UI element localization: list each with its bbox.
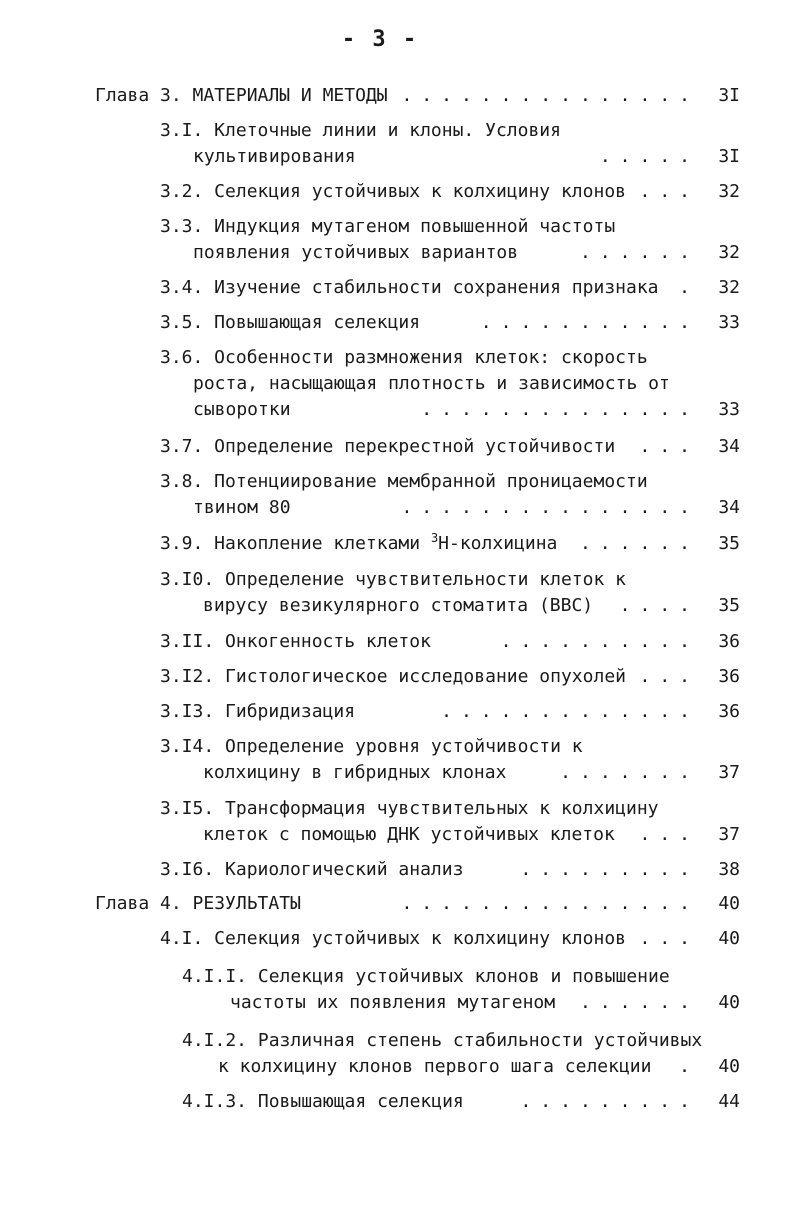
toc-entry-text: вирусу везикулярного стоматита (ВВС) — [203, 595, 594, 616]
toc-entry-line — [160, 797, 799, 821]
toc-entry-text: колхицину в гибридных клонах — [203, 762, 507, 783]
page-number: - 3 - — [341, 27, 419, 52]
toc-entry-text: 3.3. Индукция мутагеном повышенной частоты — [160, 216, 616, 237]
dot-leader: ... — [639, 181, 699, 202]
page-ref: 32 — [718, 242, 740, 263]
toc-entry-line — [193, 241, 799, 265]
toc-entry-text: 3.I. Клеточные линии и клоны. Условия — [160, 120, 561, 141]
superscript: 3 — [430, 531, 439, 545]
page-ref: 32 — [718, 181, 740, 202]
dot-leader: ............. — [441, 701, 699, 722]
dot-leader: ... — [639, 436, 699, 457]
toc-entry-text: 3.4. Изучение стабильности сохранения признака — [160, 277, 659, 298]
toc-entry-line — [160, 858, 799, 882]
toc-entry-text: 3.8. Потенциирование мембранной проницаемости — [160, 471, 648, 492]
page-ref: 44 — [718, 1091, 740, 1112]
toc-entry-line — [182, 1029, 799, 1053]
dot-leader: ...... — [579, 242, 699, 263]
dot-leader: ...... — [579, 533, 699, 554]
dot-leader: .............. — [421, 399, 699, 420]
toc-entry-line — [160, 276, 799, 300]
toc-entry-line — [182, 1090, 799, 1114]
toc-entry-line — [160, 735, 799, 759]
dot-leader: ........... — [480, 312, 699, 333]
toc-entry-line — [160, 215, 799, 239]
dot-leader: .......... — [500, 631, 699, 652]
toc-entry-line — [160, 311, 799, 335]
dot-leader: . — [679, 1056, 699, 1077]
dot-leader: ......... — [520, 1091, 699, 1112]
dot-leader: ..... — [599, 146, 699, 167]
dot-leader: . — [679, 277, 699, 298]
page-ref: 36 — [718, 631, 740, 652]
toc-entry-text: к колхицину клонов первого шага селекции — [218, 1056, 652, 1077]
toc-entry-line — [160, 435, 799, 459]
toc-entry-line — [193, 145, 799, 169]
toc-entry-line — [230, 991, 799, 1015]
toc-entry-line — [95, 84, 799, 108]
page-ref: 38 — [718, 859, 740, 880]
toc-entry-line — [160, 470, 799, 494]
toc-entry-text-part: 3.9. Накопление клетками — [160, 533, 431, 554]
toc-entry-text: 3.I3. Гибридизация — [160, 701, 356, 722]
dot-leader: ....... — [560, 762, 699, 783]
page-ref: 33 — [718, 312, 740, 333]
page-ref: 36 — [718, 701, 740, 722]
dot-leader: ............... — [401, 85, 699, 106]
dot-leader: ............... — [401, 893, 699, 914]
dot-leader: ............... — [401, 497, 699, 518]
toc-entry-line — [193, 372, 799, 396]
page-ref: 37 — [718, 762, 740, 783]
toc-entry-line — [160, 700, 799, 724]
toc-entry-text: 4.I.3. Повышающая селекция — [182, 1091, 464, 1112]
page-ref: 40 — [718, 928, 740, 949]
toc-entry-text: твином 80 — [193, 497, 291, 518]
toc-entry-text: появления устойчивых вариантов — [193, 242, 519, 263]
dot-leader: ... — [639, 824, 699, 845]
toc-entry-text: 3.I2. Гистологическое исследование опухолей — [160, 666, 626, 687]
page-ref: 36 — [718, 666, 740, 687]
toc-entry-text: 4.I. Селекция устойчивых к колхицину клонов — [160, 928, 626, 949]
toc-entry-text-part: Н-колхицина — [438, 533, 558, 554]
dot-leader: ......... — [520, 859, 699, 880]
toc-entry-text: 3.I4. Определение уровня устойчивости к — [160, 736, 583, 757]
toc-entry-line — [203, 823, 799, 847]
toc-entry-text: 3.I6. Кариологический анализ — [160, 859, 464, 880]
dot-leader: .... — [619, 595, 699, 616]
toc-entry-line — [95, 892, 799, 916]
page-ref: 34 — [718, 436, 740, 457]
toc-entry-text: 4.I.2. Различная степень стабильности устойчивых — [182, 1030, 703, 1051]
toc-entry-text: клеток с помощью ДНК устойчивых клеток — [203, 824, 615, 845]
page-ref: 32 — [718, 277, 740, 298]
toc-entry-line — [160, 568, 799, 592]
toc-entry — [160, 532, 799, 556]
toc-entry-line — [160, 630, 799, 654]
toc-entry-line — [160, 665, 799, 689]
toc-entry-line — [193, 398, 799, 422]
page-ref: 40 — [718, 992, 740, 1013]
page-ref: 3I — [718, 85, 740, 106]
page-ref: 33 — [718, 399, 740, 420]
toc-entry-text: 3.I5. Трансформация чувствительных к колхицину — [160, 798, 659, 819]
page-ref: 40 — [718, 893, 740, 914]
toc-entry-line — [203, 761, 799, 785]
toc-entry-text: Глава 3. МАТЕРИАЛЫ И МЕТОДЫ — [95, 85, 388, 106]
page-ref: 40 — [718, 1056, 740, 1077]
toc-entry-text: 3.2. Селекция устойчивых к колхицину клонов — [160, 181, 626, 202]
toc-entry-line — [160, 119, 799, 143]
toc-entry-text: частоты их появления мутагеном — [230, 992, 556, 1013]
toc-entry-line — [218, 1055, 799, 1079]
toc-entry-text: сыворотки — [193, 399, 291, 420]
toc-entry-line — [182, 965, 799, 989]
page-ref: 3I — [718, 146, 740, 167]
toc-entry-text: роста, насыщающая плотность и зависимость от — [193, 373, 670, 394]
toc-entry-text: 3.I0. Определение чувствительности клеток к — [160, 569, 626, 590]
dot-leader: ... — [639, 666, 699, 687]
page-ref: 34 — [718, 497, 740, 518]
dot-leader: ...... — [579, 992, 699, 1013]
toc-entry-text: 3.7. Определение перекрестной устойчивости — [160, 436, 616, 457]
dot-leader: ... — [639, 928, 699, 949]
toc-entry-text: 3.5. Повышающая селекция — [160, 312, 421, 333]
toc-entry-text: 3.II. Онкогенность клеток — [160, 631, 431, 652]
toc-entry-text: Глава 4. РЕЗУЛЬТАТЫ — [95, 893, 301, 914]
toc-entry-line — [160, 927, 799, 951]
toc-entry-line — [160, 346, 799, 370]
toc-entry-line — [193, 496, 799, 520]
toc-entry-text: 3.6. Особенности размножения клеток: скорость — [160, 347, 648, 368]
toc-entry-line — [203, 594, 799, 618]
page-ref: 35 — [718, 595, 740, 616]
toc-entry-line — [160, 180, 799, 204]
toc-entry-text: культивирования — [193, 146, 356, 167]
toc-entry-text — [160, 533, 557, 554]
toc-entry-text: 4.I.I. Селекция устойчивых клонов и повышение — [182, 966, 670, 987]
page-ref: 37 — [718, 824, 740, 845]
page-ref: 35 — [718, 533, 740, 554]
